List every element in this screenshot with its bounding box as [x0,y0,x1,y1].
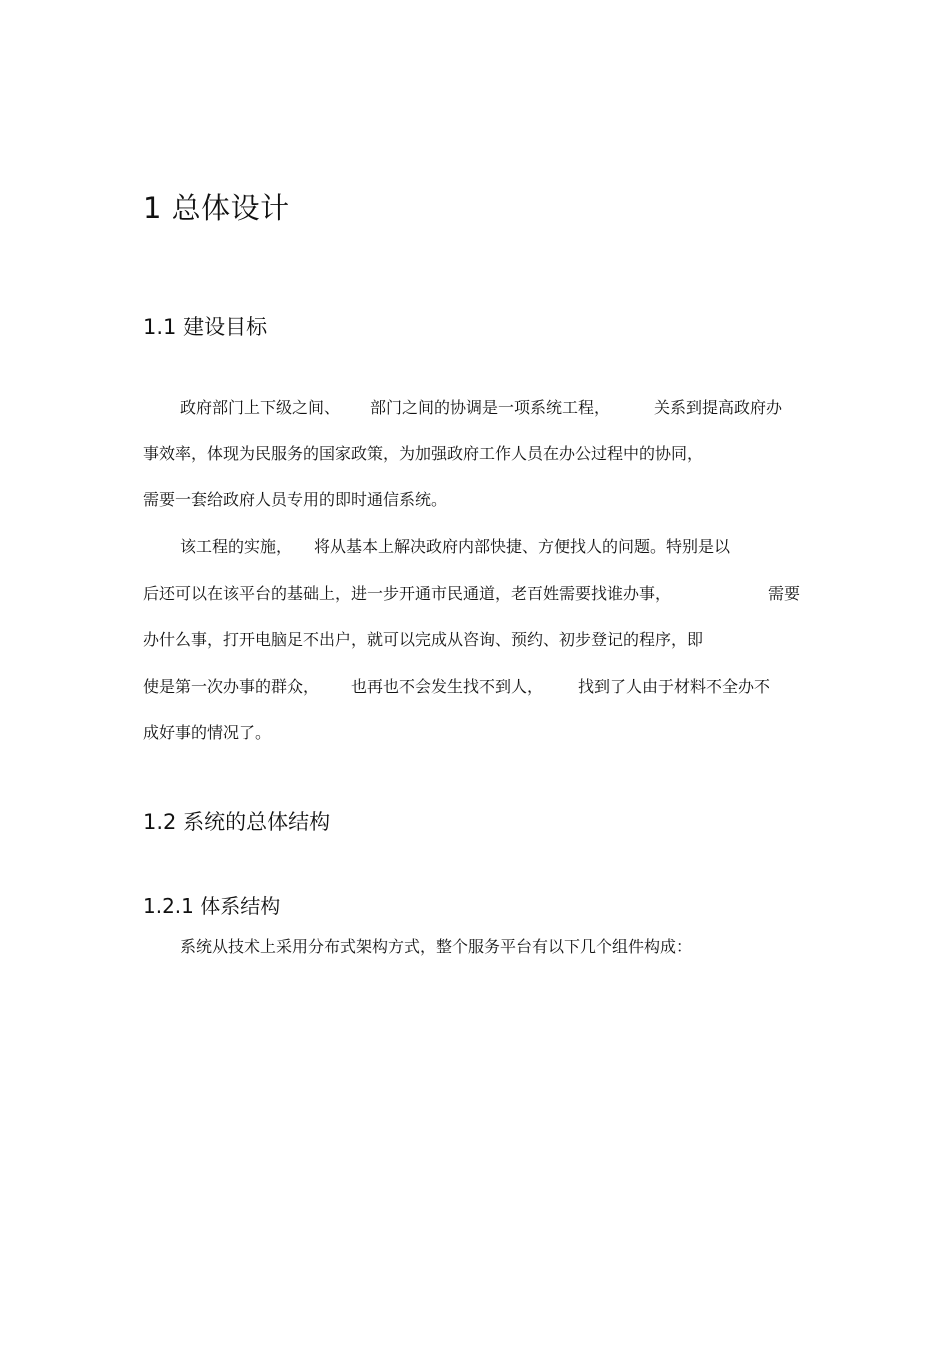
paragraph-2-line-1a: 该工程的实施， [180,537,293,556]
paragraph-2-line-5: 成好事的情况了。 [143,723,272,742]
chapter-title: 1 总体设计 [143,191,290,225]
section-title-1-2: 1.2 系统的总体结构 [143,810,331,834]
paragraph-1-line-1a: 政府部门上下级之间、 [180,398,341,417]
paragraph-1-line-2: 事效率，体现为民服务的国家政策，为加强政府工作人员在办公过程中的协同， [143,444,704,463]
paragraph-2-line-1b: 将从基本上解决政府内部快捷、方便找人的问题。特别是以 [314,537,731,556]
subsection-title-1-2-1: 1.2.1 体系结构 [143,894,281,918]
paragraph-2-line-4b: 也再也不会发生找不到人， [351,677,544,696]
paragraph-2-line-2b: 需要 [768,584,801,603]
paragraph-1-line-3: 需要一套给政府人员专用的即时通信系统。 [143,490,448,509]
paragraph-1-line-1b: 部门之间的协调是一项系统工程， [370,398,611,417]
paragraph-2-line-4c: 找到了人由于材料不全办不 [578,677,771,696]
paragraph-3: 系统从技术上采用分布式架构方式，整个服务平台有以下几个组件构成： [180,937,693,956]
paragraph-1-line-1c: 关系到提高政府办 [654,398,783,417]
paragraph-2-line-3: 办什么事，打开电脑足不出户，就可以完成从咨询、预约、初步登记的程序，即 [143,630,704,649]
paragraph-2-line-4a: 使是第一次办事的群众， [143,677,320,696]
section-title-1-1: 1.1 建设目标 [143,315,268,339]
paragraph-2-line-2a: 后还可以在该平台的基础上，进一步开通市民通道，老百姓需要找谁办事， [143,584,672,603]
